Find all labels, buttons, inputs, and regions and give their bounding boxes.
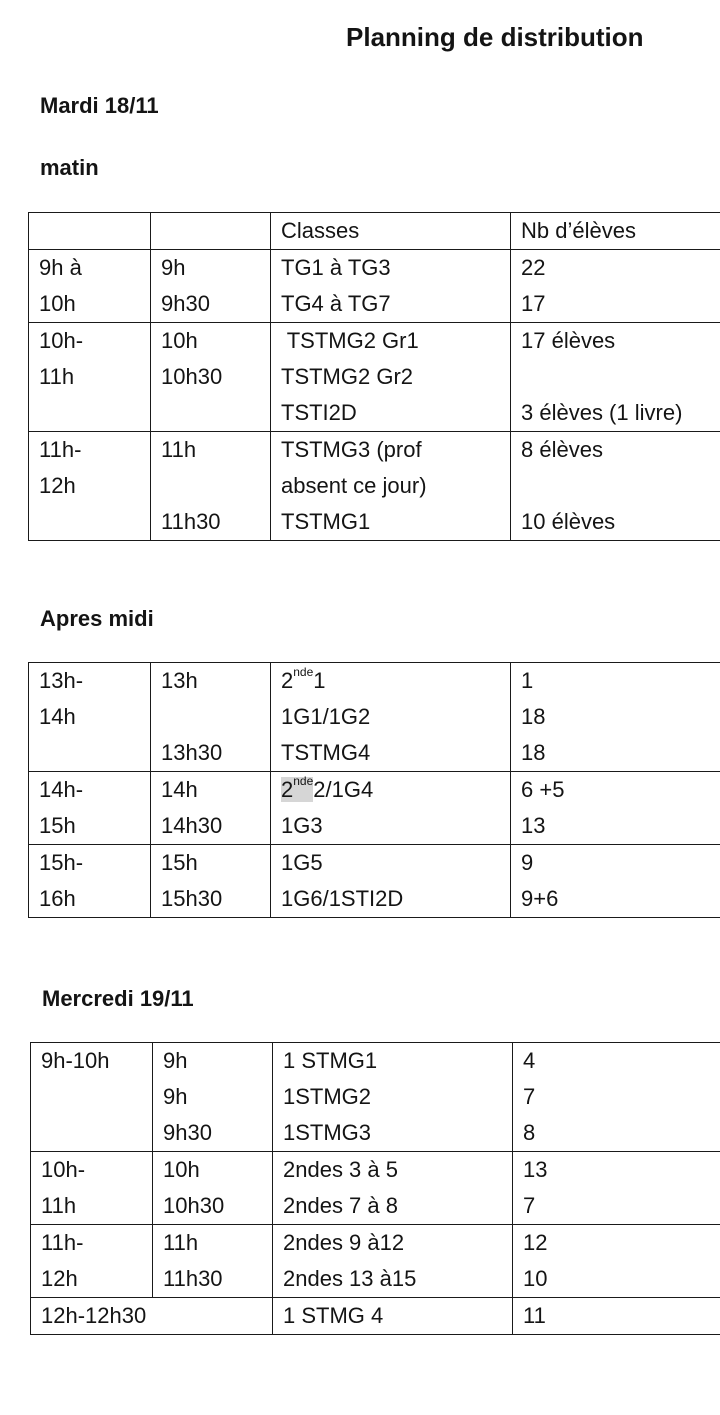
table-row bbox=[29, 845, 720, 918]
section-heading-matin: matin bbox=[40, 155, 99, 180]
classes-cell: 2nde1 1G1/1G2 TSTMG4 bbox=[271, 663, 511, 772]
time-cell: 13h 13h30 bbox=[151, 663, 271, 772]
nb-cell: 11 bbox=[513, 1298, 720, 1335]
slot-cell: 10h- 11h bbox=[31, 1152, 153, 1225]
time-cell: 11h 11h30 bbox=[153, 1225, 273, 1298]
table-row bbox=[29, 772, 720, 845]
table-row bbox=[31, 1298, 720, 1335]
classes-cell: TSTMG2 Gr1 TSTMG2 Gr2 TSTI2D bbox=[271, 323, 511, 432]
day-heading-mardi: Mardi 18/11 bbox=[40, 93, 159, 118]
slot-cell: 10h- 11h bbox=[29, 323, 151, 432]
time-cell: 14h 14h30 bbox=[151, 772, 271, 845]
time-cell: 10h 10h30 bbox=[151, 323, 271, 432]
nb-cell: 8 élèves 10 élèves bbox=[511, 432, 720, 541]
page-title: Planning de distribution bbox=[346, 22, 644, 52]
slot-cell: 9h à 10h bbox=[29, 250, 151, 323]
section-heading-apres-midi: Apres midi bbox=[40, 606, 154, 631]
time-cell: 11h 11h30 bbox=[151, 432, 271, 541]
time-cell: 9h 9h30 bbox=[151, 250, 271, 323]
slot-cell: 11h- 12h bbox=[31, 1225, 153, 1298]
slot-cell: 13h- 14h bbox=[29, 663, 151, 772]
time-cell: 9h 9h 9h30 bbox=[153, 1043, 273, 1152]
classes-cell: 1G5 1G6/1STI2D bbox=[271, 845, 511, 918]
nb-cell: 17 élèves 3 élèves (1 livre) bbox=[511, 323, 720, 432]
header-classes: Classes bbox=[271, 213, 511, 250]
nb-cell: 9 9+6 bbox=[511, 845, 720, 918]
nb-cell: 1 18 18 bbox=[511, 663, 720, 772]
table-row bbox=[31, 1225, 720, 1298]
classes-cell: 2ndes 3 à 5 2ndes 7 à 8 bbox=[273, 1152, 513, 1225]
header-empty-cell bbox=[29, 213, 151, 250]
slot-cell: 14h- 15h bbox=[29, 772, 151, 845]
nb-cell: 13 7 bbox=[513, 1152, 720, 1225]
table-row bbox=[29, 323, 720, 432]
table-row bbox=[31, 1043, 720, 1152]
table-row bbox=[29, 663, 720, 772]
classes-cell: 2nde2/1G4 1G3 bbox=[271, 772, 511, 845]
nb-cell: 4 7 8 bbox=[513, 1043, 720, 1152]
nb-cell: 6 +5 13 bbox=[511, 772, 720, 845]
nb-cell: 22 17 bbox=[511, 250, 720, 323]
classes-cell: 2ndes 9 à12 2ndes 13 à15 bbox=[273, 1225, 513, 1298]
classes-cell: TSTMG3 (prof absent ce jour) TSTMG1 bbox=[271, 432, 511, 541]
header-nb-eleves: Nb d’élèves bbox=[511, 213, 720, 250]
slot-cell: 11h- 12h bbox=[29, 432, 151, 541]
nb-cell: 12 10 bbox=[513, 1225, 720, 1298]
table-mercredi bbox=[30, 1042, 720, 1335]
highlighted-text: 2nde bbox=[281, 774, 314, 802]
slot-cell-merged: 12h-12h30 bbox=[31, 1298, 273, 1335]
table-header-row bbox=[29, 213, 720, 250]
time-cell: 15h 15h30 bbox=[151, 845, 271, 918]
table-row bbox=[31, 1152, 720, 1225]
table-mardi-matin bbox=[28, 212, 720, 541]
classes-cell: 1 STMG1 1STMG2 1STMG3 bbox=[273, 1043, 513, 1152]
classes-cell: TG1 à TG3 TG4 à TG7 bbox=[271, 250, 511, 323]
classes-cell: 1 STMG 4 bbox=[273, 1298, 513, 1335]
header-empty-cell bbox=[151, 213, 271, 250]
slot-cell: 9h-10h bbox=[31, 1043, 153, 1152]
table-row bbox=[29, 250, 720, 323]
time-cell: 10h 10h30 bbox=[153, 1152, 273, 1225]
table-mardi-apres-midi bbox=[28, 662, 720, 918]
table-row bbox=[29, 432, 720, 541]
day-heading-mercredi: Mercredi 19/11 bbox=[42, 986, 194, 1011]
slot-cell: 15h- 16h bbox=[29, 845, 151, 918]
